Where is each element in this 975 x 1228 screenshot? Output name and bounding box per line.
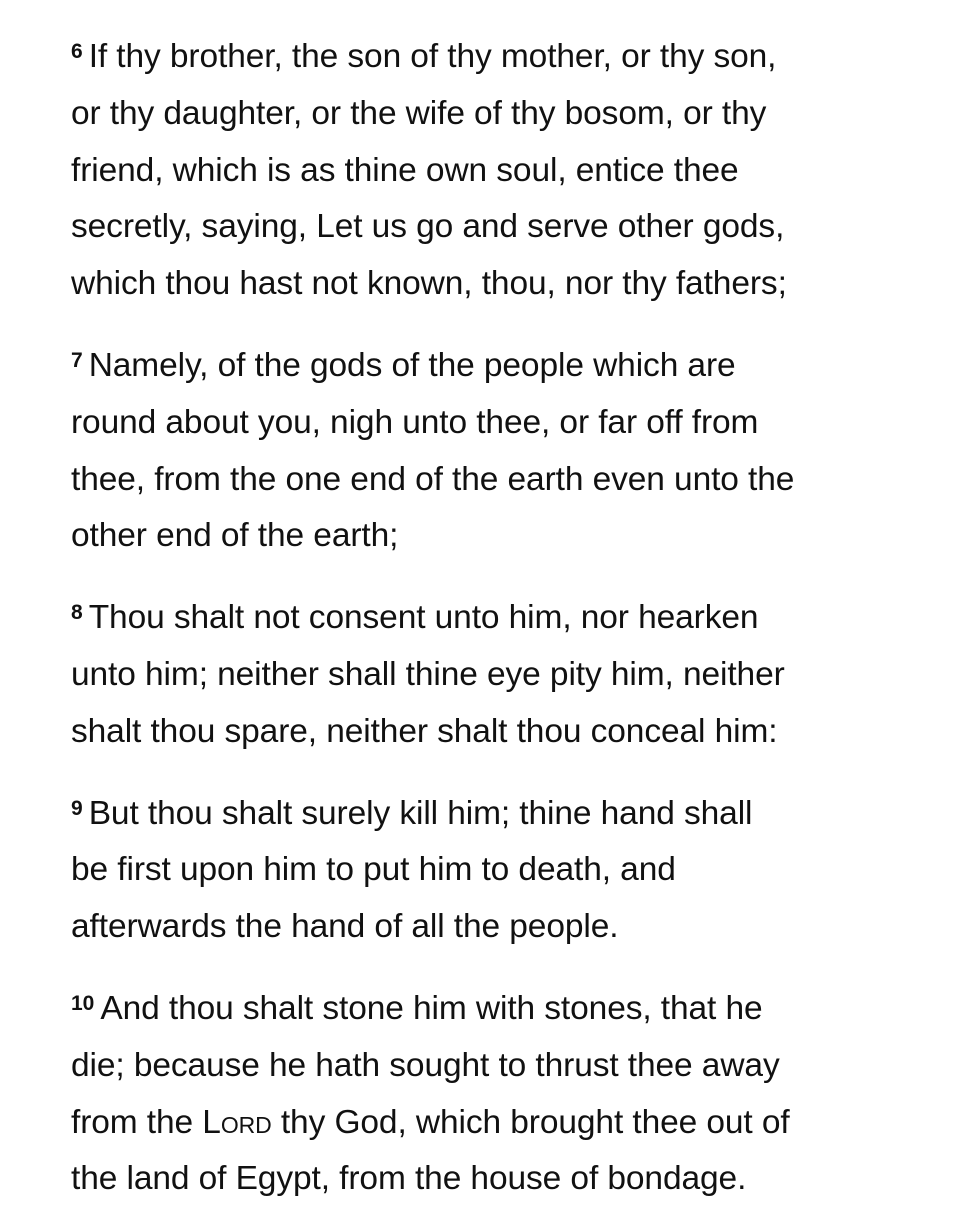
divine-name-smallcaps: Lord	[202, 1103, 272, 1141]
verse-line: be first upon him to put him to death, and	[71, 851, 676, 889]
text-segment: from the	[71, 1103, 203, 1141]
verse-8	[71, 585, 961, 760]
verse-line: which thou hast not known, thou, nor thy fathers;	[71, 265, 787, 303]
verse-line: Thou shalt not consent unto him, nor hearken	[88, 599, 759, 637]
verse-number: 7	[71, 348, 83, 372]
verse-line: the land of Egypt, from the house of bondage.	[71, 1160, 747, 1198]
verse-line: If thy brother, the son of thy mother, or thy son,	[88, 38, 777, 75]
verse-number: 9	[71, 796, 83, 820]
verse-line: But thou shalt surely kill him; thine hand shall	[88, 794, 753, 832]
verse-line: other end of the earth;	[71, 517, 399, 555]
verse-line: shalt thou spare, neither shalt thou conceal him:	[71, 712, 778, 750]
verse-line: friend, which is as thine own soul, entice thee	[71, 151, 739, 189]
verse-line: round about you, nigh unto thee, or far off from	[71, 403, 759, 441]
verse-number: 6	[71, 40, 83, 63]
verse-line: afterwards the hand of all the people.	[71, 908, 619, 946]
verse-10	[71, 976, 961, 1208]
verse-7	[71, 333, 961, 565]
verse-line: secretly, saying, Let us go and serve other gods,	[71, 208, 785, 246]
verse-9	[71, 781, 961, 956]
verse-line-with-smallcaps	[71, 1095, 961, 1152]
verse-line: thee, from the one end of the earth even unto the	[71, 460, 795, 498]
verse-number: 8	[71, 601, 83, 625]
verse-line: or thy daughter, or the wife of thy bosom, or thy	[71, 94, 767, 132]
verse-line: die; because he hath sought to thrust thee away	[71, 1046, 780, 1084]
text-segment: thy God, which brought thee out of	[271, 1103, 790, 1141]
verse-6	[71, 24, 961, 313]
verse-line: And thou shalt stone him with stones, that he	[100, 989, 763, 1027]
verse-line: Namely, of the gods of the people which are	[88, 346, 736, 384]
verse-number: 10	[71, 991, 95, 1015]
verse-line: unto him; neither shall thine eye pity him, neither	[71, 655, 785, 693]
scripture-passage	[71, 24, 961, 1228]
